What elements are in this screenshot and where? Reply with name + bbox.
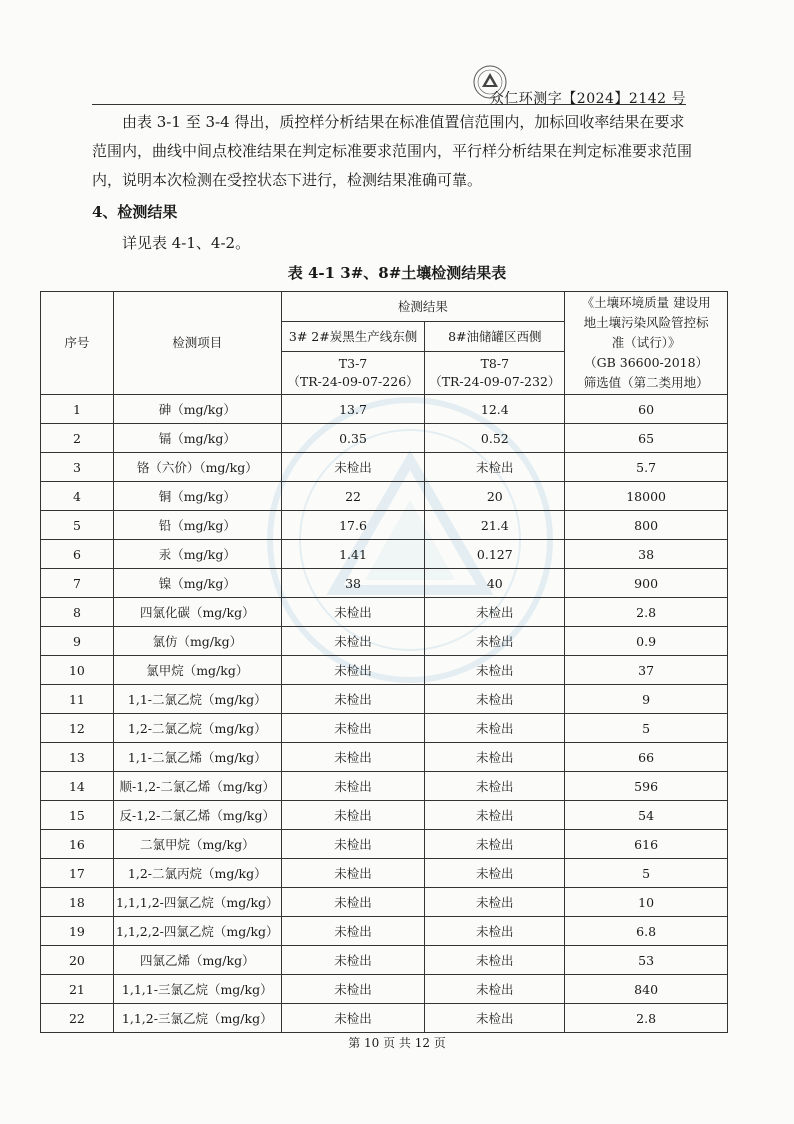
header-item: 检测项目 [113, 292, 281, 395]
row-standard-value: 5 [565, 859, 728, 888]
row-standard-value: 6.8 [565, 917, 728, 946]
row-site-a-value: 未检出 [281, 743, 425, 772]
header-standard: 《土壤环境质量 建设用 地土壤污染风险管控标 准（试行）》 （GB 36600-2018） 筛选值（第二类用地） [565, 292, 728, 395]
row-seq: 18 [41, 888, 114, 917]
row-standard-value: 2.8 [565, 598, 728, 627]
row-seq: 10 [41, 656, 114, 685]
row-site-a-value: 未检出 [281, 859, 425, 888]
row-seq: 7 [41, 569, 114, 598]
row-seq: 21 [41, 975, 114, 1004]
row-site-b-value: 未检出 [425, 598, 565, 627]
row-site-a-value: 未检出 [281, 801, 425, 830]
row-seq: 1 [41, 395, 114, 424]
row-standard-value: 38 [565, 540, 728, 569]
row-site-a-value: 未检出 [281, 772, 425, 801]
row-seq: 5 [41, 511, 114, 540]
table-row [41, 540, 728, 569]
row-site-a-value: 未检出 [281, 714, 425, 743]
row-site-b-value: 未检出 [425, 656, 565, 685]
row-site-a-value: 未检出 [281, 830, 425, 859]
row-seq: 13 [41, 743, 114, 772]
table-row [41, 888, 728, 917]
row-item: 二氯甲烷（mg/kg） [113, 830, 281, 859]
row-standard-value: 5.7 [565, 453, 728, 482]
row-standard-value: 900 [565, 569, 728, 598]
row-item: 砷（mg/kg） [113, 395, 281, 424]
row-standard-value: 2.8 [565, 1004, 728, 1033]
row-site-b-value: 未检出 [425, 801, 565, 830]
report-reference-number: 众仁环测字【2024】2142 号 [489, 91, 686, 107]
row-site-b-value: 40 [425, 569, 565, 598]
header-site-a-sample: T3-7 （TR-24-09-07-226） [281, 352, 425, 395]
row-item: 顺-1,2-二氯乙烯（mg/kg） [113, 772, 281, 801]
see-tables-paragraph: 详见表 4-1、4-2。 [122, 234, 251, 252]
section-heading: 4、检测结果 [92, 203, 178, 221]
row-item: 铬（六价）（mg/kg） [113, 453, 281, 482]
row-item: 1,2-二氯丙烷（mg/kg） [113, 859, 281, 888]
row-standard-value: 53 [565, 946, 728, 975]
table-row [41, 714, 728, 743]
row-seq: 19 [41, 917, 114, 946]
row-standard-value: 616 [565, 830, 728, 859]
row-item: 1,1-二氯乙烯（mg/kg） [113, 743, 281, 772]
table-row [41, 1004, 728, 1033]
row-item: 四氯乙烯（mg/kg） [113, 946, 281, 975]
row-site-b-value: 未检出 [425, 685, 565, 714]
table-row [41, 453, 728, 482]
row-item: 四氯化碳（mg/kg） [113, 598, 281, 627]
row-standard-value: 800 [565, 511, 728, 540]
table-row [41, 395, 728, 424]
row-standard-value: 596 [565, 772, 728, 801]
row-seq: 3 [41, 453, 114, 482]
table-row [41, 772, 728, 801]
header-divider [92, 104, 686, 105]
row-site-b-value: 未检出 [425, 743, 565, 772]
table-row [41, 569, 728, 598]
row-site-b-value: 未检出 [425, 888, 565, 917]
row-seq: 9 [41, 627, 114, 656]
table-row [41, 627, 728, 656]
row-site-b-value: 未检出 [425, 453, 565, 482]
row-site-a-value: 未检出 [281, 1004, 425, 1033]
row-site-a-value: 13.7 [281, 395, 425, 424]
row-site-a-value: 未检出 [281, 598, 425, 627]
conclusion-paragraph: 由表 3-1 至 3-4 得出，质控样分析结果在标准值置信范围内，加标回收率结果在要求范围内，曲线中间点校准结果在判定标准要求范围内，平行样分析结果在判定标准要求范围内，说明本次检测在受控状态下进行，检测结果准确可靠。 [92, 113, 693, 189]
table-row [41, 946, 728, 975]
row-item: 1,1,2-三氯乙烷（mg/kg） [113, 1004, 281, 1033]
row-site-b-value: 12.4 [425, 395, 565, 424]
table-row [41, 801, 728, 830]
row-site-a-value: 未检出 [281, 888, 425, 917]
row-item: 铜（mg/kg） [113, 482, 281, 511]
row-seq: 8 [41, 598, 114, 627]
table-row [41, 685, 728, 714]
row-standard-value: 0.9 [565, 627, 728, 656]
row-site-a-value: 0.35 [281, 424, 425, 453]
table-row [41, 830, 728, 859]
row-site-b-value: 未检出 [425, 859, 565, 888]
page-footer: 第 10 页 共 12 页 [348, 1036, 446, 1050]
row-standard-value: 54 [565, 801, 728, 830]
row-site-a-value: 未检出 [281, 946, 425, 975]
row-item: 1,1,2,2-四氯乙烷（mg/kg） [113, 917, 281, 946]
row-item: 1,1-二氯乙烷（mg/kg） [113, 685, 281, 714]
row-site-a-value: 未检出 [281, 917, 425, 946]
row-standard-value: 10 [565, 888, 728, 917]
row-seq: 16 [41, 830, 114, 859]
row-site-a-value: 未检出 [281, 685, 425, 714]
table-caption: 表 4-1 3#、8#土壤检测结果表 [287, 264, 507, 282]
table-row [41, 859, 728, 888]
row-standard-value: 65 [565, 424, 728, 453]
row-standard-value: 37 [565, 656, 728, 685]
row-site-a-value: 22 [281, 482, 425, 511]
row-item: 1,1,1,2-四氯乙烷（mg/kg） [113, 888, 281, 917]
row-seq: 12 [41, 714, 114, 743]
row-site-a-value: 未检出 [281, 656, 425, 685]
row-standard-value: 18000 [565, 482, 728, 511]
row-site-a-value: 38 [281, 569, 425, 598]
table-row [41, 482, 728, 511]
row-standard-value: 840 [565, 975, 728, 1004]
header-site-b-sample: T8-7 （TR-24-09-07-232） [425, 352, 565, 395]
row-item: 汞（mg/kg） [113, 540, 281, 569]
header-results: 检测结果 [281, 292, 565, 322]
row-site-a-value: 未检出 [281, 453, 425, 482]
row-item: 镍（mg/kg） [113, 569, 281, 598]
row-site-a-value: 17.6 [281, 511, 425, 540]
table-row [41, 511, 728, 540]
row-item: 氯甲烷（mg/kg） [113, 656, 281, 685]
row-site-b-value: 未检出 [425, 917, 565, 946]
table-row [41, 598, 728, 627]
row-site-a-value: 未检出 [281, 975, 425, 1004]
row-site-a-value: 1.41 [281, 540, 425, 569]
row-site-b-value: 未检出 [425, 830, 565, 859]
row-site-b-value: 未检出 [425, 1004, 565, 1033]
row-seq: 4 [41, 482, 114, 511]
row-seq: 2 [41, 424, 114, 453]
row-standard-value: 9 [565, 685, 728, 714]
row-seq: 15 [41, 801, 114, 830]
row-item: 反-1,2-二氯乙烯（mg/kg） [113, 801, 281, 830]
row-standard-value: 60 [565, 395, 728, 424]
row-seq: 17 [41, 859, 114, 888]
row-site-b-value: 20 [425, 482, 565, 511]
row-site-b-value: 未检出 [425, 772, 565, 801]
row-item: 1,1,1-三氯乙烷（mg/kg） [113, 975, 281, 1004]
table-row [41, 975, 728, 1004]
row-site-b-value: 未检出 [425, 714, 565, 743]
row-standard-value: 5 [565, 714, 728, 743]
table-row [41, 743, 728, 772]
row-seq: 14 [41, 772, 114, 801]
row-item: 氯仿（mg/kg） [113, 627, 281, 656]
row-item: 镉（mg/kg） [113, 424, 281, 453]
header-seq: 序号 [41, 292, 114, 395]
row-site-b-value: 未检出 [425, 627, 565, 656]
row-site-b-value: 未检出 [425, 946, 565, 975]
row-seq: 6 [41, 540, 114, 569]
header-site-b: 8#油储罐区西侧 [425, 322, 565, 352]
row-site-a-value: 未检出 [281, 627, 425, 656]
soil-results-table [40, 291, 728, 1033]
row-standard-value: 66 [565, 743, 728, 772]
table-row [41, 917, 728, 946]
table-row [41, 424, 728, 453]
row-item: 铅（mg/kg） [113, 511, 281, 540]
row-seq: 22 [41, 1004, 114, 1033]
row-site-b-value: 0.52 [425, 424, 565, 453]
row-item: 1,2-二氯乙烷（mg/kg） [113, 714, 281, 743]
header-site-a: 3# 2#炭黑生产线东侧 [281, 322, 425, 352]
row-seq: 11 [41, 685, 114, 714]
row-seq: 20 [41, 946, 114, 975]
row-site-b-value: 21.4 [425, 511, 565, 540]
row-site-b-value: 0.127 [425, 540, 565, 569]
row-site-b-value: 未检出 [425, 975, 565, 1004]
table-row [41, 656, 728, 685]
